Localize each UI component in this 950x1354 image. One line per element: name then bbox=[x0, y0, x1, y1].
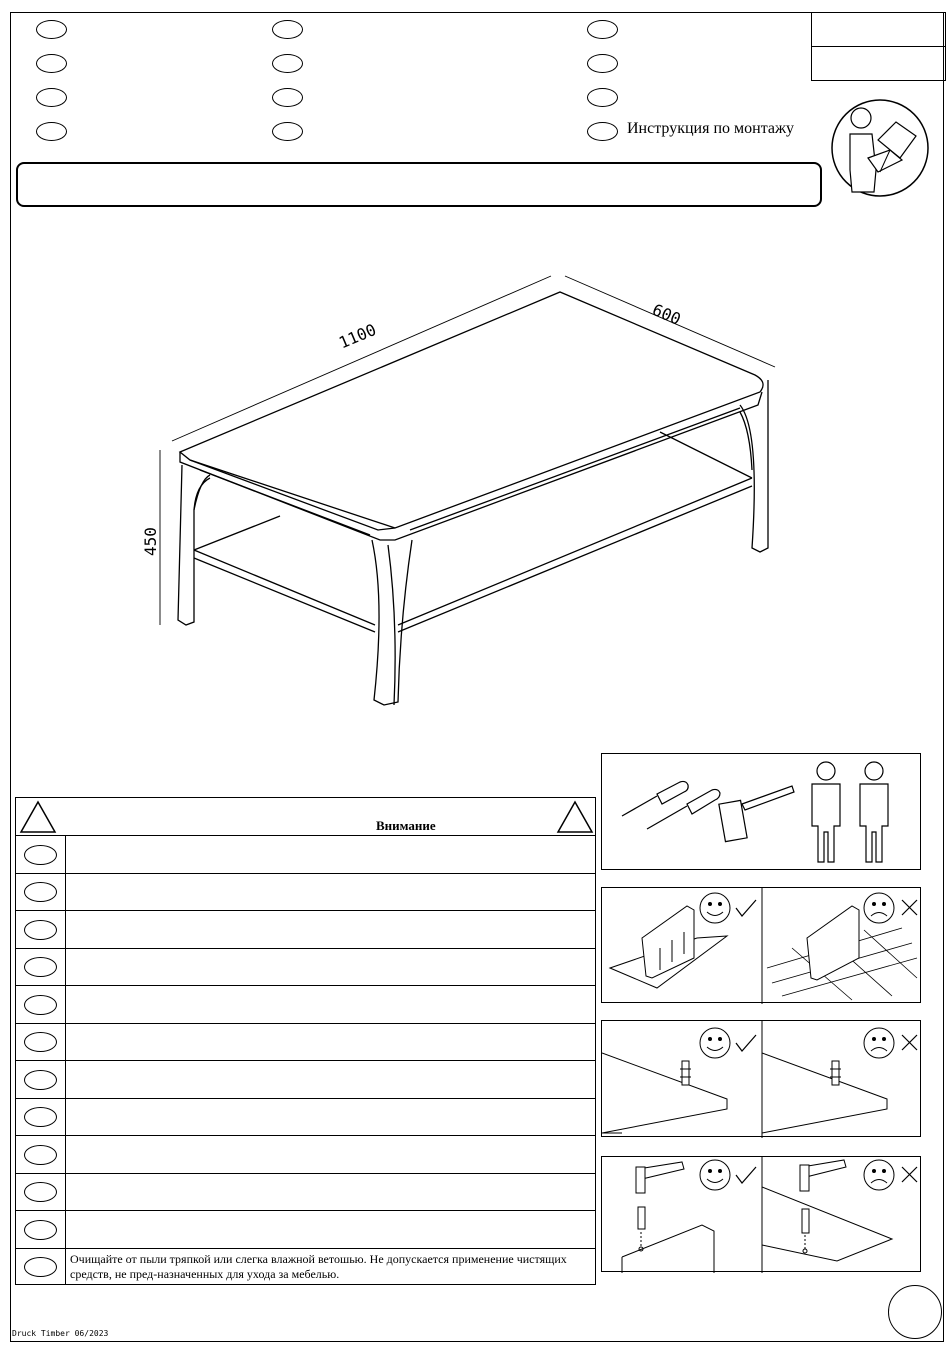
warning-header bbox=[16, 798, 595, 837]
check-mark-icon bbox=[736, 900, 756, 916]
lang-oval bbox=[587, 54, 618, 73]
assembly-instruction-label: Инструкция по монтажу bbox=[627, 120, 795, 137]
lang-oval bbox=[24, 1257, 57, 1277]
warning-row bbox=[16, 873, 595, 910]
warning-table bbox=[15, 797, 596, 1285]
lang-oval bbox=[24, 1145, 57, 1165]
person-icon bbox=[812, 762, 840, 862]
lang-oval bbox=[24, 957, 57, 977]
cross-mark-icon bbox=[902, 1167, 917, 1182]
warning-row bbox=[16, 985, 595, 1023]
sad-face-icon bbox=[864, 1160, 894, 1190]
warning-row bbox=[16, 1098, 595, 1135]
lang-oval bbox=[272, 54, 303, 73]
lang-oval bbox=[272, 88, 303, 107]
warning-row-care bbox=[16, 1248, 595, 1285]
tools-icon bbox=[622, 781, 794, 841]
dimension-width: 600 bbox=[649, 300, 684, 329]
happy-face-icon bbox=[700, 1160, 730, 1190]
tools-box bbox=[601, 753, 921, 870]
dowel-tip-box bbox=[601, 1156, 921, 1272]
check-mark-icon bbox=[736, 1035, 756, 1051]
lang-oval bbox=[587, 20, 618, 39]
lang-oval bbox=[36, 88, 67, 107]
product-title bbox=[18, 164, 820, 188]
page-number-circle bbox=[888, 1285, 942, 1339]
lang-oval bbox=[24, 1070, 57, 1090]
lang-oval bbox=[36, 20, 67, 39]
warning-row bbox=[16, 910, 595, 948]
lang-oval bbox=[36, 122, 67, 141]
warning-triangle-icon bbox=[558, 802, 592, 832]
happy-face-icon bbox=[700, 1028, 730, 1058]
check-mark-icon bbox=[736, 1167, 756, 1183]
lang-oval bbox=[24, 882, 57, 902]
warning-row bbox=[16, 1173, 595, 1210]
lang-oval bbox=[24, 1182, 57, 1202]
person-icon bbox=[860, 762, 888, 862]
warning-row bbox=[16, 948, 595, 985]
warning-row bbox=[16, 1023, 595, 1060]
warning-row bbox=[16, 1210, 595, 1248]
print-code: Druck Timber 06/2023 bbox=[12, 1329, 109, 1338]
warning-triangle-icon bbox=[21, 802, 55, 832]
bolt-tip-box bbox=[601, 1020, 921, 1137]
floor-tip-box bbox=[601, 887, 921, 1003]
lang-oval bbox=[24, 1032, 57, 1052]
lang-oval bbox=[272, 20, 303, 39]
care-note-text: Очищайте от пыли тряпкой или слегка влажной ветошью. Не допускается применение чистящих средств, не пред-назначенных для ухода за мебелью. bbox=[70, 1252, 567, 1281]
lang-oval bbox=[24, 1220, 57, 1240]
lang-oval bbox=[272, 122, 303, 141]
lang-oval bbox=[24, 995, 57, 1015]
cross-mark-icon bbox=[902, 900, 917, 915]
sad-face-icon bbox=[864, 1028, 894, 1058]
dimension-length: 1100 bbox=[336, 319, 379, 353]
lang-oval bbox=[24, 1107, 57, 1127]
product-title-bar bbox=[16, 162, 822, 207]
article-code-box bbox=[811, 46, 946, 81]
lang-oval bbox=[24, 920, 57, 940]
lang-oval bbox=[587, 88, 618, 107]
happy-face-icon bbox=[700, 893, 730, 923]
cross-mark-icon bbox=[902, 1035, 917, 1050]
warning-row bbox=[16, 1060, 595, 1098]
warning-row bbox=[16, 835, 595, 873]
warning-heading: Внимание bbox=[376, 818, 436, 833]
sad-face-icon bbox=[864, 893, 894, 923]
lang-oval bbox=[24, 845, 57, 865]
article-code-box bbox=[811, 12, 946, 47]
lang-oval bbox=[36, 54, 67, 73]
lang-oval bbox=[587, 122, 618, 141]
dimension-height: 450 bbox=[141, 527, 160, 556]
warning-row bbox=[16, 1135, 595, 1173]
